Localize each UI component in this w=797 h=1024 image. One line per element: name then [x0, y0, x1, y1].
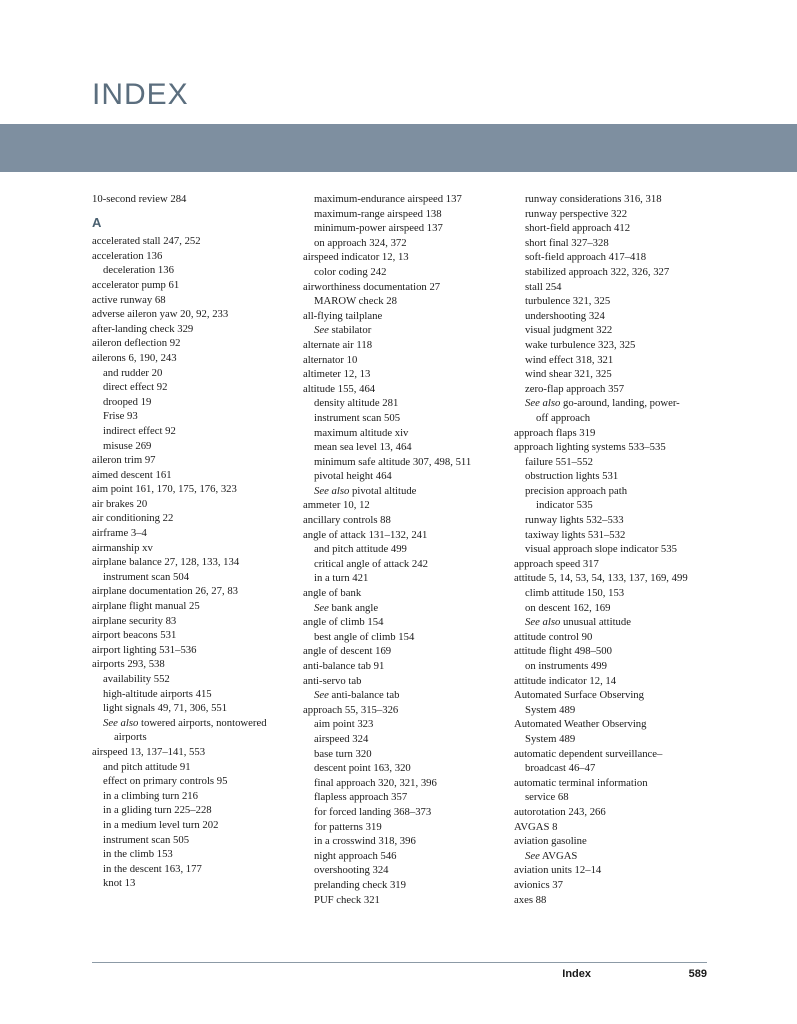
index-entry: stabilized approach 322, 326, 327 — [525, 265, 670, 278]
page-footer — [92, 968, 707, 980]
index-entry: airframe 3–4 — [92, 527, 147, 540]
index-entry: for forced landing 368–373 — [314, 805, 432, 818]
index-entry: anti-balance tab 91 — [303, 660, 385, 672]
index-entry: zero-flap approach 357 — [525, 382, 625, 395]
cross-reference-see: See — [314, 601, 329, 614]
page-top-rule — [0, 28, 797, 29]
index-entry: anti-servo tab — [303, 674, 362, 687]
index-entry: indicator 535 — [536, 499, 593, 512]
index-entry: indirect effect 92 — [103, 424, 176, 437]
index-entry: wake turbulence 323, 325 — [525, 338, 636, 351]
index-entry: availability 552 — [103, 673, 170, 685]
index-entry: airspeed indicator 12, 13 — [303, 251, 409, 264]
index-entry: visual approach slope indicator 535 — [525, 543, 677, 556]
index-entry: instrument scan 504 — [103, 570, 190, 583]
index-column-2 — [303, 192, 496, 932]
index-entry: service 68 — [525, 791, 569, 804]
index-entry: mean sea level 13, 464 — [314, 441, 412, 454]
index-entry: light signals 49, 71, 306, 551 — [103, 702, 228, 715]
index-entry: aim point 323 — [314, 718, 374, 731]
footer-section-label: Index — [562, 968, 591, 980]
index-entry: airplane balance 27, 128, 133, 134 — [92, 556, 240, 569]
index-entry: approach 55, 315–326 — [303, 703, 399, 716]
index-entry: descent point 163, 320 — [314, 762, 411, 775]
index-entry: failure 551–552 — [525, 455, 593, 468]
index-entry: avionics 37 — [514, 878, 563, 891]
index-entry: airworthiness documentation 27 — [303, 280, 441, 293]
index-entry: altimeter 12, 13 — [303, 368, 371, 381]
index-entry: minimum-power airspeed 137 — [314, 222, 443, 235]
index-entry: aviation units 12–14 — [514, 864, 602, 877]
index-entry: best angle of climb 154 — [314, 630, 415, 643]
index-entry: approach speed 317 — [514, 557, 599, 570]
index-entry: air brakes 20 — [92, 497, 148, 510]
index-entry: See also pivotal altitude — [314, 484, 417, 497]
index-entry: See bank angle — [314, 601, 379, 614]
index-entry: flapless approach 357 — [314, 791, 408, 804]
index-entry: direct effect 92 — [103, 381, 168, 394]
index-entry: all-flying tailplane — [303, 309, 383, 322]
index-entry: color coding 242 — [314, 265, 387, 278]
index-entry: obstruction lights 531 — [525, 470, 619, 483]
index-entry: on approach 324, 372 — [314, 236, 407, 249]
index-entry: taxiway lights 531–532 — [525, 528, 626, 541]
index-columns — [92, 192, 707, 932]
index-entry: undershooting 324 — [525, 309, 605, 322]
index-entry: Frise 93 — [103, 410, 138, 423]
index-entry: off approach — [536, 411, 591, 424]
cross-reference-see: See also — [103, 716, 139, 729]
index-entry: See stabilator — [314, 324, 372, 337]
index-entry: turbulence 321, 325 — [525, 295, 611, 308]
index-entry: base turn 320 — [314, 747, 372, 760]
index-entry: Automated Weather Observing — [514, 718, 647, 731]
header-band — [0, 124, 797, 172]
footer-page-number: 589 — [688, 968, 707, 980]
index-entry: runway lights 532–533 — [525, 514, 624, 527]
page-title: INDEX — [92, 78, 189, 111]
index-entry: airplane flight manual 25 — [92, 600, 200, 613]
cross-reference-see: See — [314, 689, 329, 702]
index-entry: pivotal height 464 — [314, 470, 392, 483]
index-letter-heading: A — [92, 214, 102, 230]
index-entry: airport lighting 531–536 — [92, 643, 197, 656]
index-entry: angle of descent 169 — [303, 645, 392, 658]
index-entry: See also towered airports, nontowered — [103, 716, 267, 729]
index-entry: airplane security 83 — [92, 614, 177, 627]
index-entry: minimum safe altitude 307, 498, 511 — [314, 455, 472, 468]
index-entry: approach flaps 319 — [514, 426, 596, 439]
index-entry: airport beacons 531 — [92, 629, 177, 642]
index-entry: instrument scan 505 — [103, 833, 190, 846]
index-entry: critical angle of attack 242 — [314, 557, 428, 570]
index-entry: overshooting 324 — [314, 864, 389, 877]
index-entry: in a medium level turn 202 — [103, 818, 219, 831]
index-entry: automatic dependent surveillance– — [514, 747, 663, 760]
index-entry: stall 254 — [525, 280, 562, 293]
index-entry: maximum-endurance airspeed 137 — [314, 193, 462, 205]
index-entry: aileron deflection 92 — [92, 337, 181, 350]
index-entry: runway considerations 316, 318 — [525, 193, 662, 205]
index-entry: angle of attack 131–132, 241 — [303, 528, 428, 541]
index-entry: See also go-around, landing, power- — [525, 397, 680, 410]
index-entry: angle of climb 154 — [303, 616, 384, 629]
index-entry: runway perspective 322 — [525, 207, 628, 220]
index-entry: air conditioning 22 — [92, 512, 174, 525]
index-entry: on instruments 499 — [525, 660, 607, 672]
index-entry: in a climbing turn 216 — [103, 789, 198, 802]
index-entry: 10-second review 284 — [92, 193, 187, 205]
index-entry: attitude indicator 12, 14 — [514, 674, 617, 687]
index-entry: airports — [114, 731, 147, 744]
index-entry: AVGAS 8 — [514, 820, 558, 833]
index-entry: density altitude 281 — [314, 397, 399, 410]
index-entry: broadcast 46–47 — [525, 762, 596, 775]
index-entry: precision approach path — [525, 484, 628, 497]
index-entry: drooped 19 — [103, 395, 152, 408]
index-entry: and pitch attitude 91 — [103, 760, 191, 773]
index-entry: aim point 161, 170, 175, 176, 323 — [92, 483, 237, 496]
index-entry: See anti-balance tab — [314, 689, 400, 702]
index-entry: high-altitude airports 415 — [103, 687, 212, 700]
index-entry: instrument scan 505 — [314, 411, 401, 424]
index-entry: in the climb 153 — [103, 848, 173, 861]
index-entry: in the descent 163, 177 — [103, 862, 202, 875]
cross-reference-see: See — [314, 324, 329, 337]
index-column-3 — [514, 192, 707, 932]
index-entry: aviation gasoline — [514, 835, 587, 848]
index-entry: and pitch attitude 499 — [314, 543, 407, 556]
index-entry: misuse 269 — [103, 439, 152, 452]
index-entry: accelerator pump 61 — [92, 278, 180, 291]
index-entry: See also unusual attitude — [525, 616, 631, 629]
index-entry: knot 13 — [103, 877, 136, 890]
index-entry: System 489 — [525, 732, 576, 745]
index-entry: airspeed 13, 137–141, 553 — [92, 745, 206, 758]
index-entry: on descent 162, 169 — [525, 601, 611, 614]
index-entry: angle of bank — [303, 587, 362, 600]
index-entry: aileron trim 97 — [92, 454, 156, 467]
cross-reference-see: See also — [525, 397, 561, 410]
index-entry: Automated Surface Observing — [514, 689, 644, 702]
index-entry: adverse aileron yaw 20, 92, 233 — [92, 308, 229, 321]
index-entry: ammeter 10, 12 — [303, 499, 370, 512]
index-entry: aimed descent 161 — [92, 468, 172, 481]
index-entry: climb attitude 150, 153 — [525, 587, 625, 600]
index-entry: in a gliding turn 225–228 — [103, 804, 212, 817]
index-entry: active runway 68 — [92, 293, 166, 306]
index-entry: airspeed 324 — [314, 732, 369, 745]
index-entry: wind effect 318, 321 — [525, 353, 614, 366]
index-entry: axes 88 — [514, 893, 547, 906]
index-entry: airports 293, 538 — [92, 658, 165, 671]
index-entry: night approach 546 — [314, 849, 397, 862]
index-entry: PUF check 321 — [314, 893, 380, 906]
index-entry: altitude 155, 464 — [303, 382, 376, 395]
index-entry: accelerated stall 247, 252 — [92, 235, 201, 248]
index-entry: autorotation 243, 266 — [514, 805, 606, 818]
index-entry: approach lighting systems 533–535 — [514, 441, 666, 454]
index-entry: maximum-range airspeed 138 — [314, 207, 442, 220]
index-entry: System 489 — [525, 703, 576, 716]
index-entry: in a crosswind 318, 396 — [314, 835, 416, 848]
index-entry: final approach 320, 321, 396 — [314, 776, 437, 789]
index-entry: attitude control 90 — [514, 630, 593, 643]
index-entry: short-field approach 412 — [525, 222, 631, 235]
cross-reference-see: See also — [525, 616, 561, 629]
index-entry: soft-field approach 417–418 — [525, 251, 647, 264]
index-entry: after-landing check 329 — [92, 322, 194, 335]
index-column-1 — [92, 192, 285, 932]
cross-reference-see: See — [525, 849, 540, 862]
index-entry: effect on primary controls 95 — [103, 775, 228, 788]
index-entry: and rudder 20 — [103, 366, 163, 379]
index-entry: attitude 5, 14, 53, 54, 133, 137, 169, 499 — [514, 572, 688, 585]
index-entry: airmanship xv — [92, 541, 153, 554]
index-entry: MAROW check 28 — [314, 295, 397, 308]
index-entry: visual judgment 322 — [525, 324, 613, 337]
cross-reference-see: See also — [314, 484, 350, 497]
index-entry: maximum altitude xiv — [314, 426, 409, 439]
index-entry: See AVGAS — [525, 849, 578, 862]
index-entry: for patterns 319 — [314, 820, 382, 833]
index-entry: attitude flight 498–500 — [514, 645, 612, 658]
index-entry: deceleration 136 — [103, 264, 174, 277]
index-entry: prelanding check 319 — [314, 878, 406, 891]
index-entry: ailerons 6, 190, 243 — [92, 351, 177, 364]
index-entry: acceleration 136 — [92, 249, 163, 262]
index-entry: in a turn 421 — [314, 572, 369, 585]
index-entry: alternate air 118 — [303, 338, 373, 351]
index-entry: short final 327–328 — [525, 236, 609, 249]
index-entry: automatic terminal information — [514, 776, 648, 789]
footer-rule — [92, 962, 707, 963]
index-entry: wind shear 321, 325 — [525, 368, 612, 381]
index-entry: ancillary controls 88 — [303, 514, 391, 527]
index-entry: alternator 10 — [303, 353, 358, 366]
index-entry: airplane documentation 26, 27, 83 — [92, 585, 239, 598]
